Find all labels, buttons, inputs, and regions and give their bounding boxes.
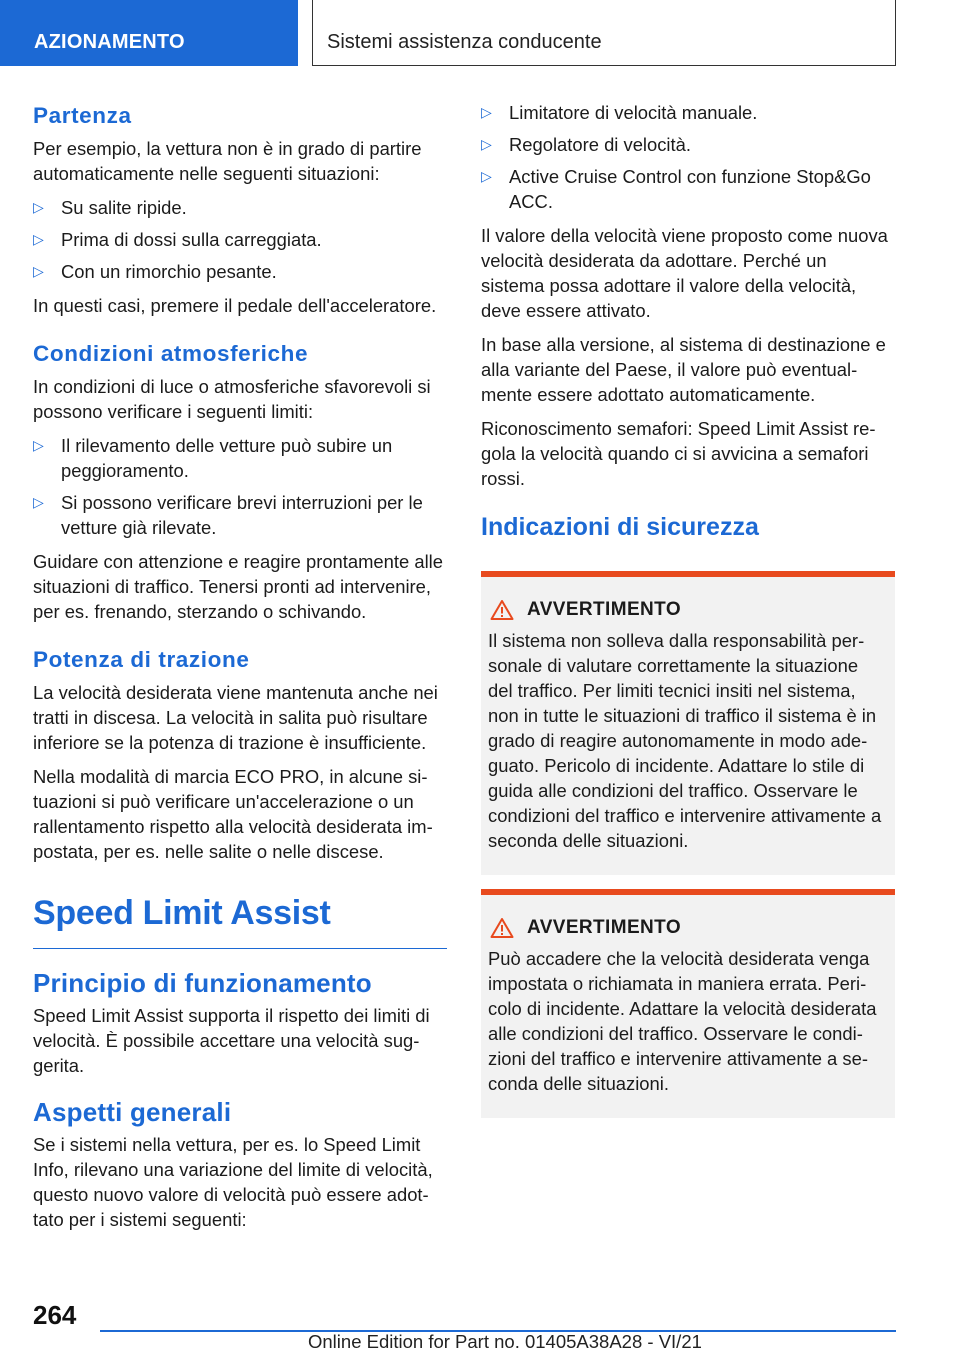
chapter-title: Sistemi assistenza conducente bbox=[312, 0, 896, 66]
page-number: 264 bbox=[33, 1300, 77, 1330]
paragraph: Speed Limit Assist supporta il rispetto dei limiti di velocità. È possibile accettare una velocità suggerita. bbox=[33, 1005, 430, 1076]
paragraph: Il valore della velocità viene proposto come nuova velocità desiderata da adottare. Perché un sistema possa adottare il valore della velocità, deve essere attivato. bbox=[481, 225, 888, 321]
footer-edition[interactable]: Online Edition for Part no. 01405A38A28 - VI/21 bbox=[308, 1331, 702, 1352]
bullet-arrow-icon: ▷ bbox=[481, 136, 492, 152]
paragraph: Nella modalità di marcia ECO PRO, in alcune situazioni si può verificare un'accelerazione o un rallentamento rispetto alla velocità desiderata impostata, per es. nelle salite o nelle discese. bbox=[33, 766, 433, 862]
warning-label: AVVERTIMENTO bbox=[527, 917, 681, 938]
paragraph: Riconoscimento semafori: Speed Limit Assist regola la velocità quando ci si avvicina a semafori rossi. bbox=[481, 418, 876, 489]
list-item: ▷ Su salite ripide. bbox=[33, 197, 187, 218]
heading-principio: Principio di funzionamento bbox=[33, 968, 372, 998]
list-item: ▷ Regolatore di velocità. bbox=[481, 134, 691, 155]
paragraph: Se i sistemi nella vettura, per es. lo Speed Limit Info, rilevano una variazione del limite di velocità, questo nuovo valore di velocità può essere adottato per i sistemi seguenti: bbox=[33, 1134, 433, 1230]
heading-aspetti: Aspetti generali bbox=[33, 1097, 232, 1127]
warning-label: AVVERTIMENTO bbox=[527, 599, 681, 620]
heading-condizioni: Condizioni atmosferiche bbox=[33, 341, 309, 366]
bullet-list bbox=[481, 100, 895, 214]
left-column bbox=[33, 100, 447, 1241]
bullet-arrow-icon: ▷ bbox=[33, 199, 44, 215]
paragraph: Guidare con attenzione e reagire prontamente alle situazioni di traffico. Tenersi pronti ad intervenire, per es. frenando, sterzando o schivando. bbox=[33, 551, 443, 622]
right-column bbox=[481, 100, 895, 1132]
heading-potenza: Potenza di trazione bbox=[33, 647, 250, 672]
heading-sicurezza: Indicazioni di sicurezza bbox=[481, 513, 759, 541]
bullet-arrow-icon: ▷ bbox=[33, 437, 44, 453]
warning-header bbox=[488, 597, 887, 622]
bullet-arrow-icon: ▷ bbox=[33, 231, 44, 247]
paragraph: Per esempio, la vettura non è in grado di partire automaticamente nelle seguenti situazioni: bbox=[33, 138, 422, 184]
warning-box bbox=[481, 889, 895, 1118]
bullet-arrow-icon: ▷ bbox=[481, 104, 492, 120]
list-item: ▷ Si possono verificare brevi interruzioni per le vetture già rilevate. bbox=[33, 492, 423, 538]
warning-text: Può accadere che la velocità desiderata venga impostata o richiamata in maniera errata. Pericolo di incidente. Adattare la velocità desiderata alle condizioni del traffico. Osservare le condizioni del traffico e intervenire attivamente a seconda delle situazioni. bbox=[488, 948, 877, 1094]
warning-triangle-icon bbox=[490, 599, 514, 621]
warning-box bbox=[481, 571, 895, 875]
section-title-speed-limit-assist: Speed Limit Assist bbox=[33, 890, 447, 949]
list-item: ▷ Active Cruise Control con funzione Stop&Go ACC. bbox=[481, 166, 871, 212]
bullet-arrow-icon: ▷ bbox=[33, 494, 44, 510]
paragraph: In base alla versione, al sistema di destinazione e alla variante del Paese, il valore può eventualmente essere adottato automaticamente. bbox=[481, 334, 886, 405]
paragraph: In condizioni di luce o atmosferiche sfavorevoli si possono verificare i seguenti limiti: bbox=[33, 376, 431, 422]
section-tab[interactable]: AZIONAMENTO bbox=[0, 0, 298, 66]
bullet-arrow-icon: ▷ bbox=[481, 168, 492, 184]
bullet-arrow-icon: ▷ bbox=[33, 263, 44, 279]
list-item: ▷ Limitatore di velocità manuale. bbox=[481, 102, 758, 123]
list-item: ▷ Il rilevamento delle vetture può subire un peggioramento. bbox=[33, 435, 393, 481]
bullet-list bbox=[33, 195, 447, 284]
list-item: ▷ Con un rimorchio pesante. bbox=[33, 261, 277, 282]
heading-partenza: Partenza bbox=[33, 103, 132, 128]
paragraph: In questi casi, premere il pedale dell'acceleratore. bbox=[33, 295, 437, 316]
list-item: ▷ Prima di dossi sulla carreggiata. bbox=[33, 229, 322, 250]
bullet-list bbox=[33, 433, 447, 540]
paragraph: La velocità desiderata viene mantenuta anche nei tratti in discesa. La velocità in salita può risultare inferiore se la potenza di trazione è insufficiente. bbox=[33, 682, 438, 753]
warning-text: Il sistema non solleva dalla responsabilità personale di valutare correttamente la situazione del traffico. Per limiti tecnici insiti nel sistema, non in tutte le situazioni di traffico il sistema è in grado di reagire autonomamente in modo adeguato. Pericolo di incidente. Adattare lo stile di guida alle condizioni del traffico. Osservare le condizioni del traffico e intervenire attivamente a seconda delle situazioni. bbox=[488, 630, 882, 851]
warning-triangle-icon bbox=[490, 917, 514, 939]
warning-header bbox=[488, 915, 887, 940]
